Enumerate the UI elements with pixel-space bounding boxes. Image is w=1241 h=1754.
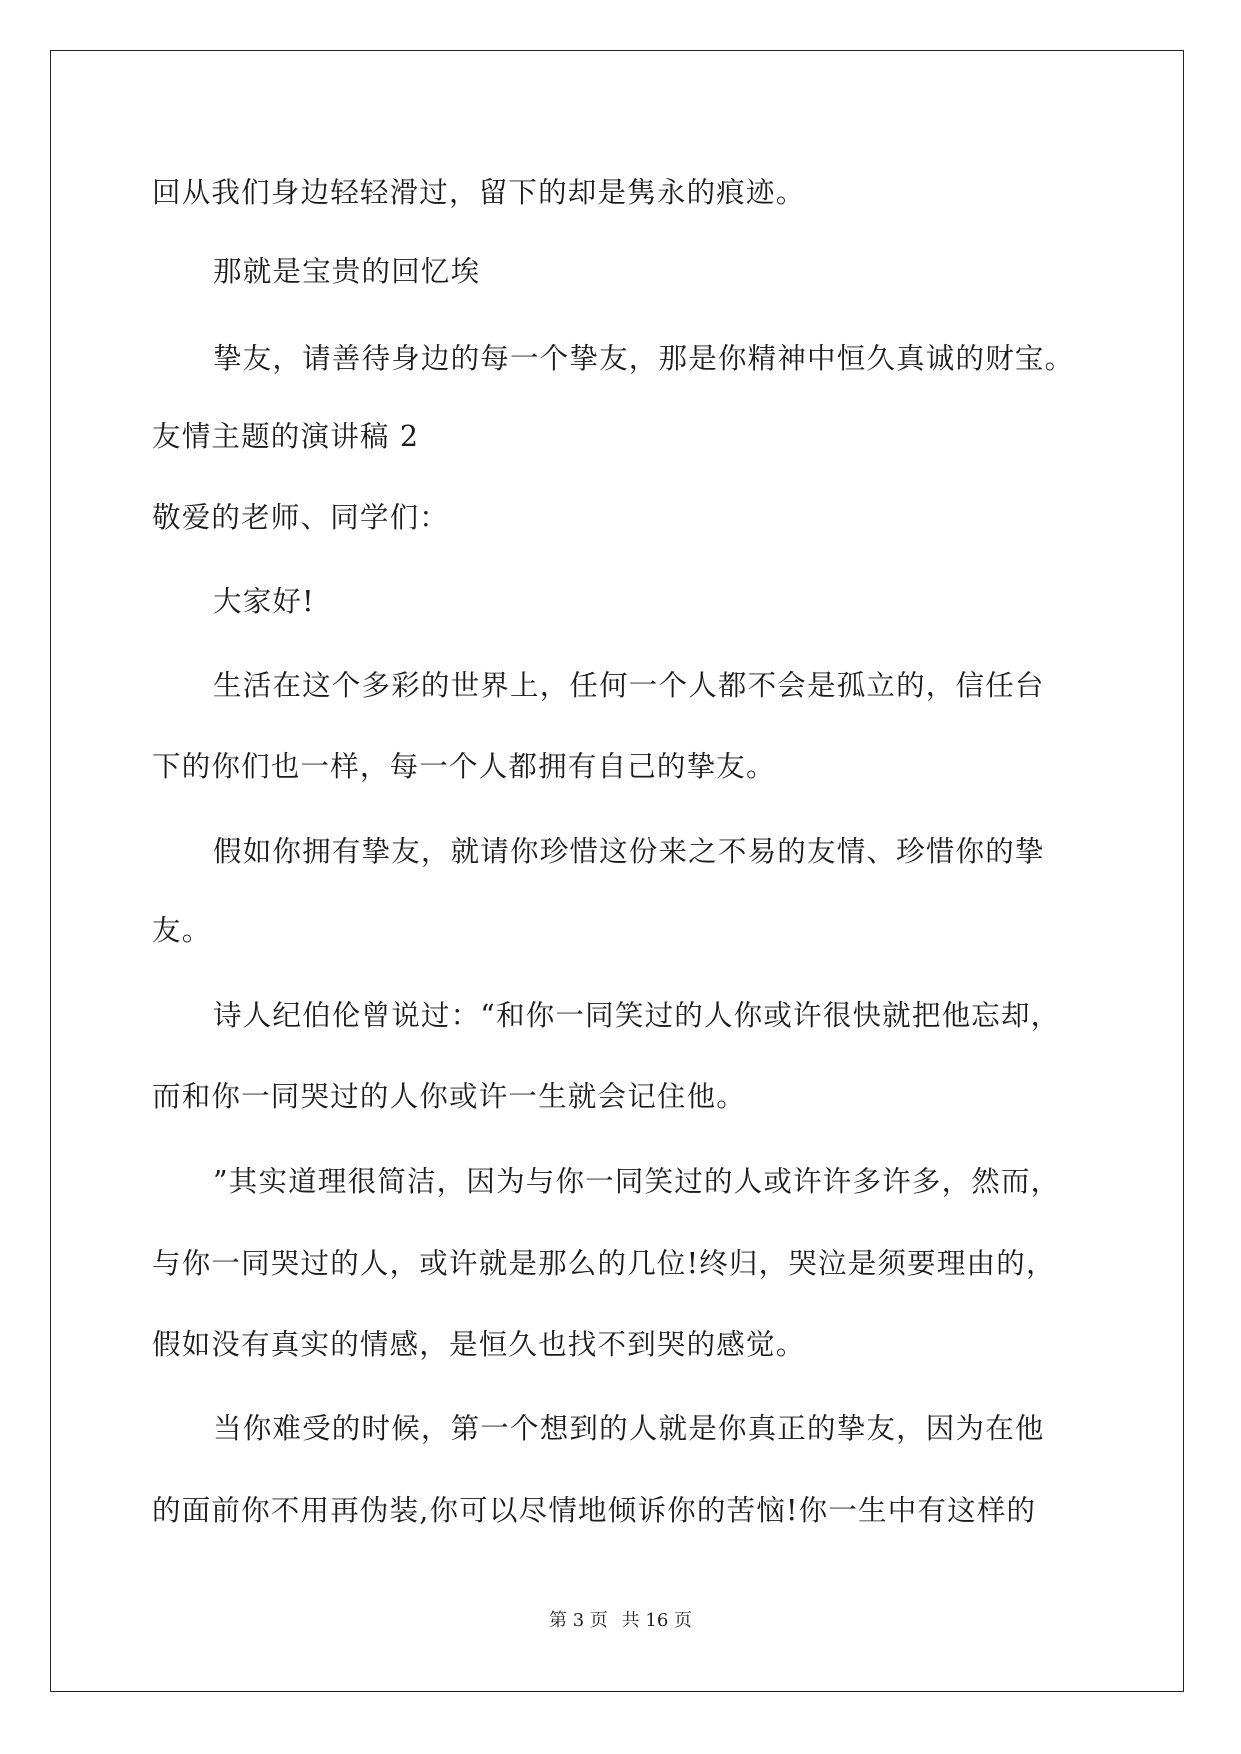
text-line: 的面前你不用再伪装,你可以尽情地倾诉你的苦恼!你一生中有这样的 <box>152 1494 1037 1527</box>
text-line: 那就是宝贵的回忆埃 <box>213 255 481 288</box>
text-line: ”其实道理很简洁，因为与你一同笑过的人或许许多许多，然而， <box>213 1165 1061 1198</box>
text-line: 下的你们也一样，每一个人都拥有自己的挚友。 <box>152 750 776 783</box>
text-line: 回从我们身边轻轻滑过，留下的却是隽永的痕迹。 <box>152 176 806 209</box>
text-line: 当你难受的时候，第一个想到的人就是你真正的挚友，因为在他 <box>213 1412 1045 1445</box>
salutation: 敬爱的老师、同学们： <box>152 501 450 534</box>
text-line: 友。 <box>152 914 212 947</box>
greeting: 大家好! <box>213 585 315 618</box>
text-line: 假如没有真实的情感，是恒久也找不到哭的感觉。 <box>152 1328 806 1361</box>
section-heading: 友情主题的演讲稿 2 <box>152 420 420 453</box>
text-line: 与你一同哭过的人，或许就是那么的几位!终归，哭泣是须要理由的， <box>152 1247 1056 1280</box>
text-line: 而和你一同哭过的人你或许一生就会记住他。 <box>152 1080 747 1113</box>
page-footer <box>0 1606 1241 1632</box>
text-line: 假如你拥有挚友，就请你珍惜这份来之不易的友情、珍惜你的挚 <box>213 835 1045 868</box>
page-total: 共 16 页 <box>621 1610 692 1631</box>
text-line: 生活在这个多彩的世界上，任何一个人都不会是孤立的，信任台 <box>213 669 1045 702</box>
text-line: 诗人纪伯伦曾说过：“和你一同笑过的人你或许很快就把他忘却， <box>213 999 1061 1032</box>
page-number: 第 3 页 <box>549 1610 608 1631</box>
text-line: 挚友，请善待身边的每一个挚友，那是你精神中恒久真诚的财宝。 <box>213 342 1075 375</box>
